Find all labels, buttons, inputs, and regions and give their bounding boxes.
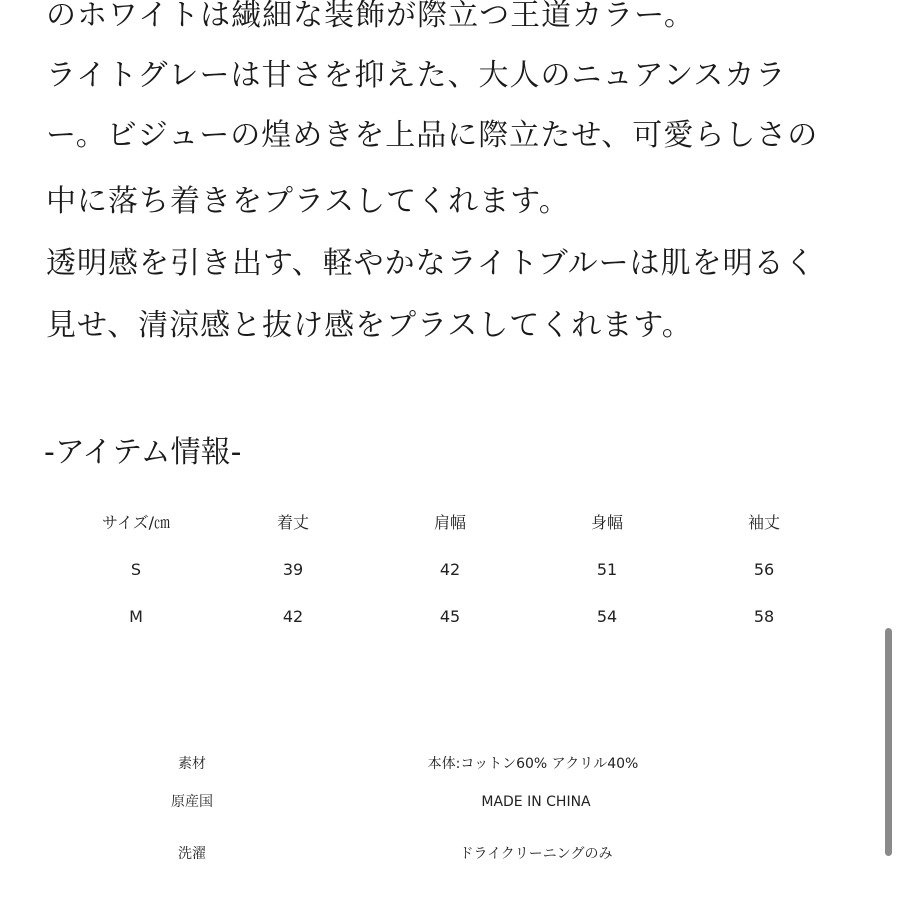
table-cell: 39 [282,560,304,579]
description-line: ライトグレーは甘さを抑えた、大人のニュアンスカラ [46,58,787,93]
material-label: 素材 [178,756,206,772]
table-header-chest: 身幅 [590,513,623,532]
table-cell: 56 [753,560,775,579]
table-cell: 42 [439,560,461,579]
description-line: のホワイトは繊細な装飾が際立つ王道カラー。 [46,0,695,33]
table-header-size: サイズ/㎝ [101,513,171,532]
description-line: 中に落ち着きをプラスしてくれます。 [46,184,570,219]
table-cell-size: M [129,607,143,626]
washing-value: ドライクリーニングのみ [459,846,613,862]
table-cell: 54 [596,607,618,626]
table-cell: 58 [753,607,775,626]
table-cell: 42 [282,607,304,626]
description-line: 透明感を引き出す、軽やかなライトブルーは肌を明るく [46,246,816,281]
item-info-heading: -アイテム情報- [44,435,242,470]
table-cell: 45 [439,607,461,626]
washing-label: 洗濯 [178,846,206,862]
material-value: 本体:コットン60% アクリル40% [427,756,639,772]
scrollbar-thumb[interactable] [885,628,892,856]
table-cell: 51 [596,560,618,579]
table-header-sleeve: 袖丈 [747,513,780,532]
table-cell-size: S [130,560,142,579]
origin-label: 原産国 [171,794,213,810]
description-line: 見せ、清涼感と抜け感をプラスしてくれます。 [46,308,693,343]
description-line: ー。ビジューの煌めきを上品に際立たせ、可愛らしさの [46,118,819,153]
table-header-length: 着丈 [276,513,309,532]
origin-value: MADE IN CHINA [481,794,591,810]
table-header-shoulder: 肩幅 [433,513,466,532]
